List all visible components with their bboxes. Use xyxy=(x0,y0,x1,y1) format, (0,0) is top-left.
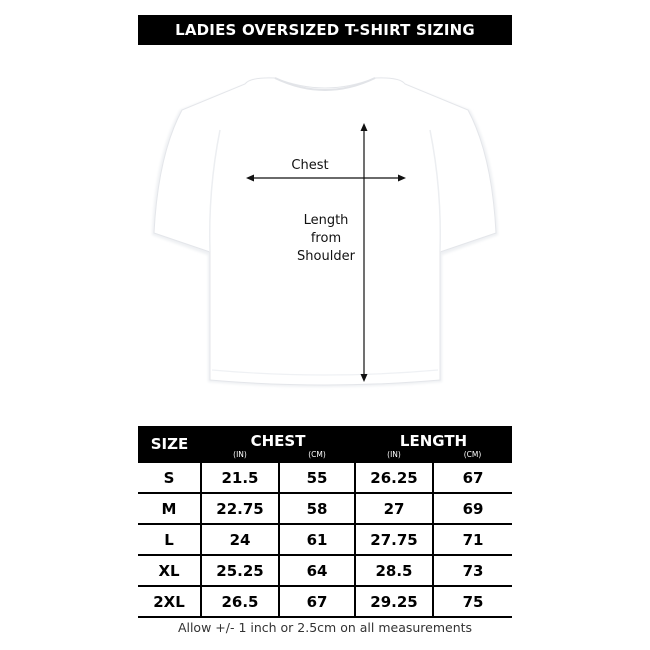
length-label-line: from xyxy=(310,231,342,246)
size-cell: M xyxy=(138,493,201,524)
size-cell: 2XL xyxy=(138,586,201,617)
chest-label: Chest xyxy=(291,158,329,173)
unit-label: (CM) xyxy=(279,450,355,462)
length-in-cell: 29.25 xyxy=(355,586,433,617)
length-in-cell: 27.75 xyxy=(355,524,433,555)
chest-in-cell: 25.25 xyxy=(201,555,279,586)
size-cell: S xyxy=(138,462,201,493)
chest-column-header: CHEST xyxy=(201,426,355,450)
length-cm-cell: 73 xyxy=(433,555,512,586)
size-column-header: SIZE xyxy=(138,426,201,462)
length-label-line: Length xyxy=(303,213,349,228)
table-row xyxy=(138,493,512,524)
chest-cm-cell: 58 xyxy=(279,493,355,524)
chest-in-cell: 22.75 xyxy=(201,493,279,524)
size-cell: L xyxy=(138,524,201,555)
unit-label: (IN) xyxy=(201,450,279,462)
length-in-cell: 28.5 xyxy=(355,555,433,586)
chest-in-cell: 26.5 xyxy=(201,586,279,617)
length-cm-cell: 75 xyxy=(433,586,512,617)
chest-cm-cell: 55 xyxy=(279,462,355,493)
table-row xyxy=(138,524,512,555)
length-column-header: LENGTH xyxy=(355,426,512,450)
length-label-line: Shoulder xyxy=(297,249,355,264)
length-cm-cell: 71 xyxy=(433,524,512,555)
length-label xyxy=(280,212,372,266)
unit-label: (IN) xyxy=(355,450,433,462)
chest-cm-cell: 64 xyxy=(279,555,355,586)
length-cm-cell: 67 xyxy=(433,462,512,493)
chest-cm-cell: 67 xyxy=(279,586,355,617)
length-in-cell: 26.25 xyxy=(355,462,433,493)
chest-cm-cell: 61 xyxy=(279,524,355,555)
size-cell: XL xyxy=(138,555,201,586)
chest-in-cell: 24 xyxy=(201,524,279,555)
page-title: LADIES OVERSIZED T-SHIRT SIZING xyxy=(138,15,512,45)
table-row xyxy=(138,586,512,617)
length-cm-cell: 69 xyxy=(433,493,512,524)
table-header-row xyxy=(138,426,512,450)
measurement-footnote: Allow +/- 1 inch or 2.5cm on all measurements xyxy=(177,620,473,635)
unit-label: (CM) xyxy=(433,450,512,462)
table-row xyxy=(138,462,512,493)
chest-in-cell: 21.5 xyxy=(201,462,279,493)
length-in-cell: 27 xyxy=(355,493,433,524)
size-chart-table xyxy=(138,426,512,618)
table-row xyxy=(138,555,512,586)
